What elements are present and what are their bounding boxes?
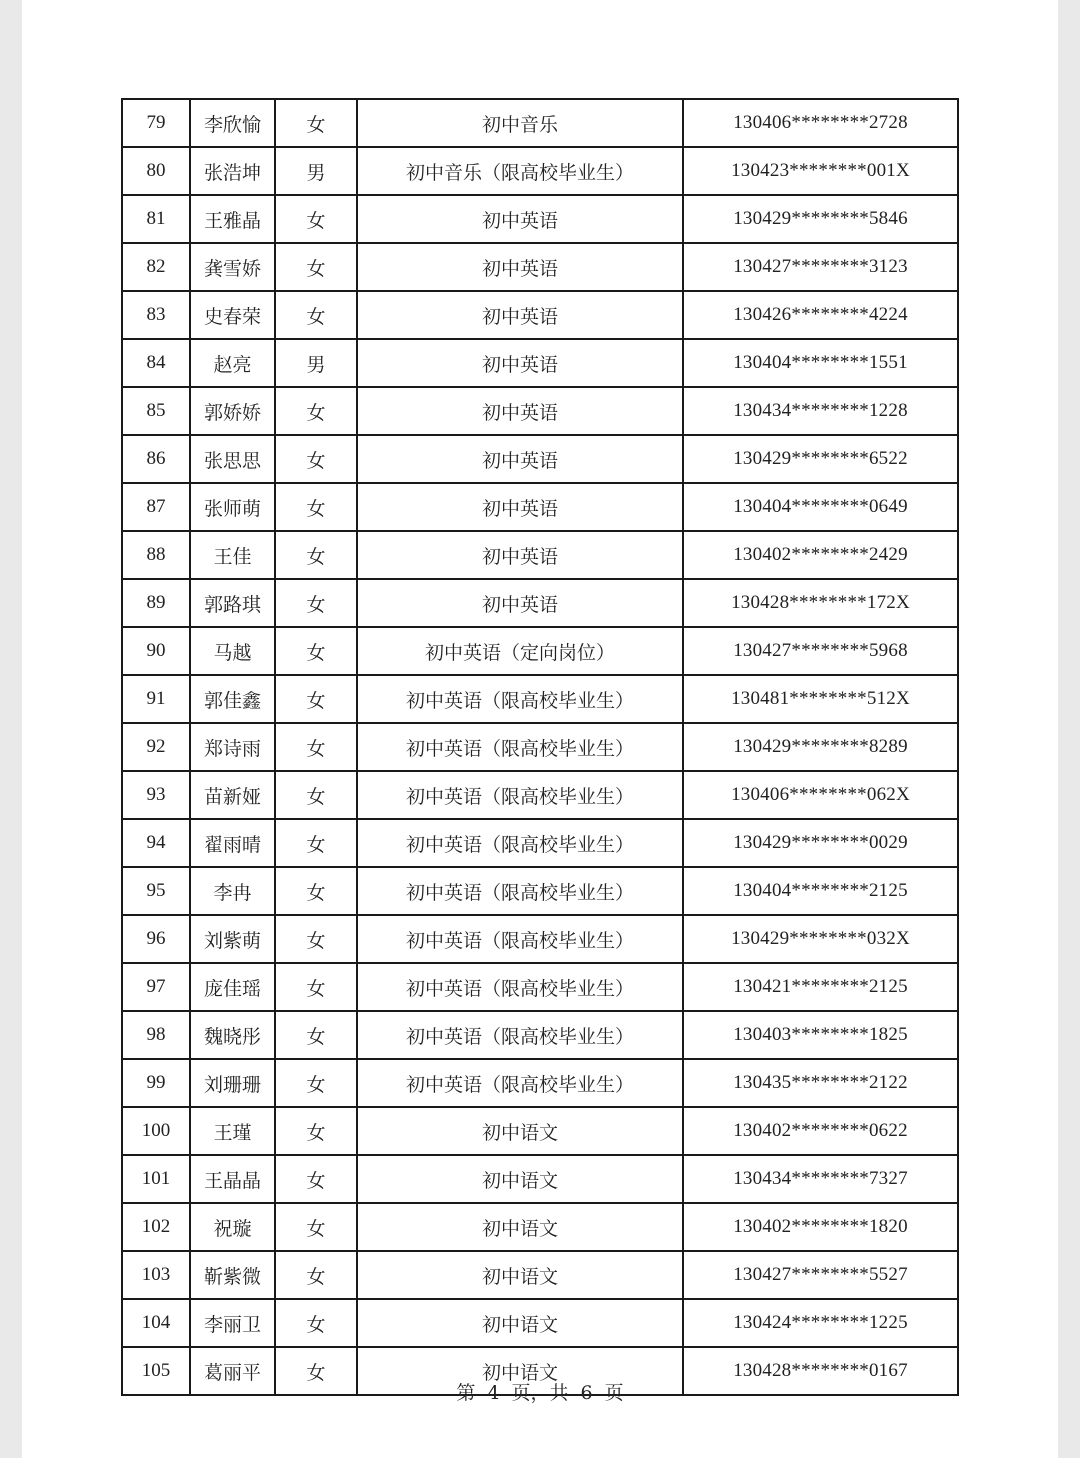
- table-row: [122, 99, 958, 147]
- id-number-cell: 130428********172X: [683, 579, 958, 627]
- row-number-cell: 87: [122, 483, 190, 531]
- id-number-cell: 130402********2429: [683, 531, 958, 579]
- id-number-cell: 130404********2125: [683, 867, 958, 915]
- name-cell: 李欣愉: [190, 99, 275, 147]
- position-cell: 初中英语（定向岗位）: [357, 627, 683, 675]
- name-cell: 李冉: [190, 867, 275, 915]
- row-number-cell: 82: [122, 243, 190, 291]
- name-cell: 马越: [190, 627, 275, 675]
- id-number-cell: 130429********0029: [683, 819, 958, 867]
- name-cell: 魏晓彤: [190, 1011, 275, 1059]
- row-number-cell: 102: [122, 1203, 190, 1251]
- table-row: [122, 1059, 958, 1107]
- id-number-cell: 130427********5968: [683, 627, 958, 675]
- row-number-cell: 92: [122, 723, 190, 771]
- name-cell: 李丽卫: [190, 1299, 275, 1347]
- position-cell: 初中英语: [357, 387, 683, 435]
- row-number-cell: 100: [122, 1107, 190, 1155]
- gender-cell: 女: [275, 867, 357, 915]
- id-number-cell: 130426********4224: [683, 291, 958, 339]
- id-number-cell: 130423********001X: [683, 147, 958, 195]
- id-number-cell: 130403********1825: [683, 1011, 958, 1059]
- table-row: [122, 1107, 958, 1155]
- position-cell: 初中语文: [357, 1251, 683, 1299]
- name-cell: 刘紫萌: [190, 915, 275, 963]
- gender-cell: 女: [275, 243, 357, 291]
- position-cell: 初中英语（限高校毕业生）: [357, 723, 683, 771]
- gender-cell: 女: [275, 1011, 357, 1059]
- row-number-cell: 81: [122, 195, 190, 243]
- name-cell: 郑诗雨: [190, 723, 275, 771]
- table-row: [122, 1155, 958, 1203]
- table-row: [122, 867, 958, 915]
- name-cell: 郭娇娇: [190, 387, 275, 435]
- position-cell: 初中语文: [357, 1203, 683, 1251]
- page-number-footer: 第 4 页，共 6 页: [456, 1382, 624, 1404]
- row-number-cell: 84: [122, 339, 190, 387]
- gender-cell: 女: [275, 723, 357, 771]
- name-cell: 王晶晶: [190, 1155, 275, 1203]
- gender-cell: 女: [275, 915, 357, 963]
- row-number-cell: 85: [122, 387, 190, 435]
- name-cell: 刘珊珊: [190, 1059, 275, 1107]
- position-cell: 初中英语（限高校毕业生）: [357, 1059, 683, 1107]
- row-number-cell: 79: [122, 99, 190, 147]
- table-row: [122, 435, 958, 483]
- table-row: [122, 1203, 958, 1251]
- id-number-cell: 130435********2122: [683, 1059, 958, 1107]
- row-number-cell: 93: [122, 771, 190, 819]
- gender-cell: 女: [275, 483, 357, 531]
- id-number-cell: 130429********6522: [683, 435, 958, 483]
- row-number-cell: 103: [122, 1251, 190, 1299]
- name-cell: 王佳: [190, 531, 275, 579]
- name-cell: 王雅晶: [190, 195, 275, 243]
- position-cell: 初中语文: [357, 1107, 683, 1155]
- id-number-cell: 130424********1225: [683, 1299, 958, 1347]
- id-number-cell: 130429********5846: [683, 195, 958, 243]
- name-cell: 庞佳瑶: [190, 963, 275, 1011]
- row-number-cell: 98: [122, 1011, 190, 1059]
- table-row: [122, 387, 958, 435]
- id-number-cell: 130428********0167: [683, 1347, 958, 1395]
- gender-cell: 女: [275, 1059, 357, 1107]
- gender-cell: 女: [275, 387, 357, 435]
- id-number-cell: 130429********032X: [683, 915, 958, 963]
- id-number-cell: 130404********1551: [683, 339, 958, 387]
- name-cell: 葛丽平: [190, 1347, 275, 1395]
- id-number-cell: 130402********0622: [683, 1107, 958, 1155]
- row-number-cell: 80: [122, 147, 190, 195]
- gender-cell: 女: [275, 1203, 357, 1251]
- table-row: [122, 579, 958, 627]
- table-row: [122, 723, 958, 771]
- table-row: [122, 627, 958, 675]
- table-row: [122, 771, 958, 819]
- position-cell: 初中语文: [357, 1155, 683, 1203]
- position-cell: 初中音乐: [357, 99, 683, 147]
- name-cell: 张思思: [190, 435, 275, 483]
- position-cell: 初中英语: [357, 243, 683, 291]
- table-row: [122, 339, 958, 387]
- position-cell: 初中英语（限高校毕业生）: [357, 675, 683, 723]
- table-row: [122, 1299, 958, 1347]
- row-number-cell: 91: [122, 675, 190, 723]
- candidate-table: [121, 98, 959, 1396]
- id-number-cell: 130421********2125: [683, 963, 958, 1011]
- gender-cell: 女: [275, 579, 357, 627]
- position-cell: 初中英语: [357, 195, 683, 243]
- row-number-cell: 90: [122, 627, 190, 675]
- table-row: [122, 675, 958, 723]
- id-number-cell: 130427********3123: [683, 243, 958, 291]
- table-row: [122, 915, 958, 963]
- gender-cell: 女: [275, 1107, 357, 1155]
- table-row: [122, 819, 958, 867]
- row-number-cell: 99: [122, 1059, 190, 1107]
- table-row: [122, 243, 958, 291]
- gender-cell: 女: [275, 1347, 357, 1395]
- row-number-cell: 97: [122, 963, 190, 1011]
- id-number-cell: 130406********2728: [683, 99, 958, 147]
- name-cell: 郭路琪: [190, 579, 275, 627]
- id-number-cell: 130434********1228: [683, 387, 958, 435]
- gender-cell: 女: [275, 1299, 357, 1347]
- id-number-cell: 130434********7327: [683, 1155, 958, 1203]
- position-cell: 初中英语（限高校毕业生）: [357, 915, 683, 963]
- gender-cell: 女: [275, 195, 357, 243]
- id-number-cell: 130402********1820: [683, 1203, 958, 1251]
- gender-cell: 男: [275, 339, 357, 387]
- row-number-cell: 94: [122, 819, 190, 867]
- name-cell: 翟雨晴: [190, 819, 275, 867]
- name-cell: 赵亮: [190, 339, 275, 387]
- table-row: [122, 1251, 958, 1299]
- row-number-cell: 95: [122, 867, 190, 915]
- position-cell: 初中音乐（限高校毕业生）: [357, 147, 683, 195]
- name-cell: 龚雪娇: [190, 243, 275, 291]
- position-cell: 初中英语（限高校毕业生）: [357, 963, 683, 1011]
- position-cell: 初中英语: [357, 579, 683, 627]
- gender-cell: 女: [275, 675, 357, 723]
- row-number-cell: 88: [122, 531, 190, 579]
- gender-cell: 女: [275, 1155, 357, 1203]
- table-row: [122, 1011, 958, 1059]
- position-cell: 初中英语: [357, 531, 683, 579]
- position-cell: 初中英语: [357, 291, 683, 339]
- name-cell: 苗新娅: [190, 771, 275, 819]
- document-page: [22, 0, 1058, 1458]
- table-row: [122, 531, 958, 579]
- gender-cell: 男: [275, 147, 357, 195]
- id-number-cell: 130429********8289: [683, 723, 958, 771]
- row-number-cell: 104: [122, 1299, 190, 1347]
- gender-cell: 女: [275, 963, 357, 1011]
- gender-cell: 女: [275, 531, 357, 579]
- name-cell: 王瑾: [190, 1107, 275, 1155]
- row-number-cell: 86: [122, 435, 190, 483]
- name-cell: 祝璇: [190, 1203, 275, 1251]
- position-cell: 初中英语（限高校毕业生）: [357, 867, 683, 915]
- row-number-cell: 96: [122, 915, 190, 963]
- position-cell: 初中英语（限高校毕业生）: [357, 1011, 683, 1059]
- position-cell: 初中英语: [357, 339, 683, 387]
- position-cell: 初中英语: [357, 483, 683, 531]
- gender-cell: 女: [275, 99, 357, 147]
- id-number-cell: 130427********5527: [683, 1251, 958, 1299]
- id-number-cell: 130481********512X: [683, 675, 958, 723]
- gender-cell: 女: [275, 1251, 357, 1299]
- name-cell: 张浩坤: [190, 147, 275, 195]
- row-number-cell: 83: [122, 291, 190, 339]
- name-cell: 张师萌: [190, 483, 275, 531]
- position-cell: 初中语文: [357, 1299, 683, 1347]
- table-body: [122, 99, 958, 1395]
- table-row: [122, 195, 958, 243]
- gender-cell: 女: [275, 819, 357, 867]
- id-number-cell: 130404********0649: [683, 483, 958, 531]
- id-number-cell: 130406********062X: [683, 771, 958, 819]
- gender-cell: 女: [275, 291, 357, 339]
- table-row: [122, 291, 958, 339]
- table-row: [122, 483, 958, 531]
- position-cell: 初中英语（限高校毕业生）: [357, 771, 683, 819]
- name-cell: 靳紫微: [190, 1251, 275, 1299]
- name-cell: 郭佳鑫: [190, 675, 275, 723]
- gender-cell: 女: [275, 435, 357, 483]
- gender-cell: 女: [275, 627, 357, 675]
- position-cell: 初中语文: [357, 1347, 683, 1395]
- name-cell: 史春荣: [190, 291, 275, 339]
- row-number-cell: 101: [122, 1155, 190, 1203]
- position-cell: 初中英语（限高校毕业生）: [357, 819, 683, 867]
- row-number-cell: 105: [122, 1347, 190, 1395]
- row-number-cell: 89: [122, 579, 190, 627]
- position-cell: 初中英语: [357, 435, 683, 483]
- table-row: [122, 963, 958, 1011]
- table-row: [122, 147, 958, 195]
- gender-cell: 女: [275, 771, 357, 819]
